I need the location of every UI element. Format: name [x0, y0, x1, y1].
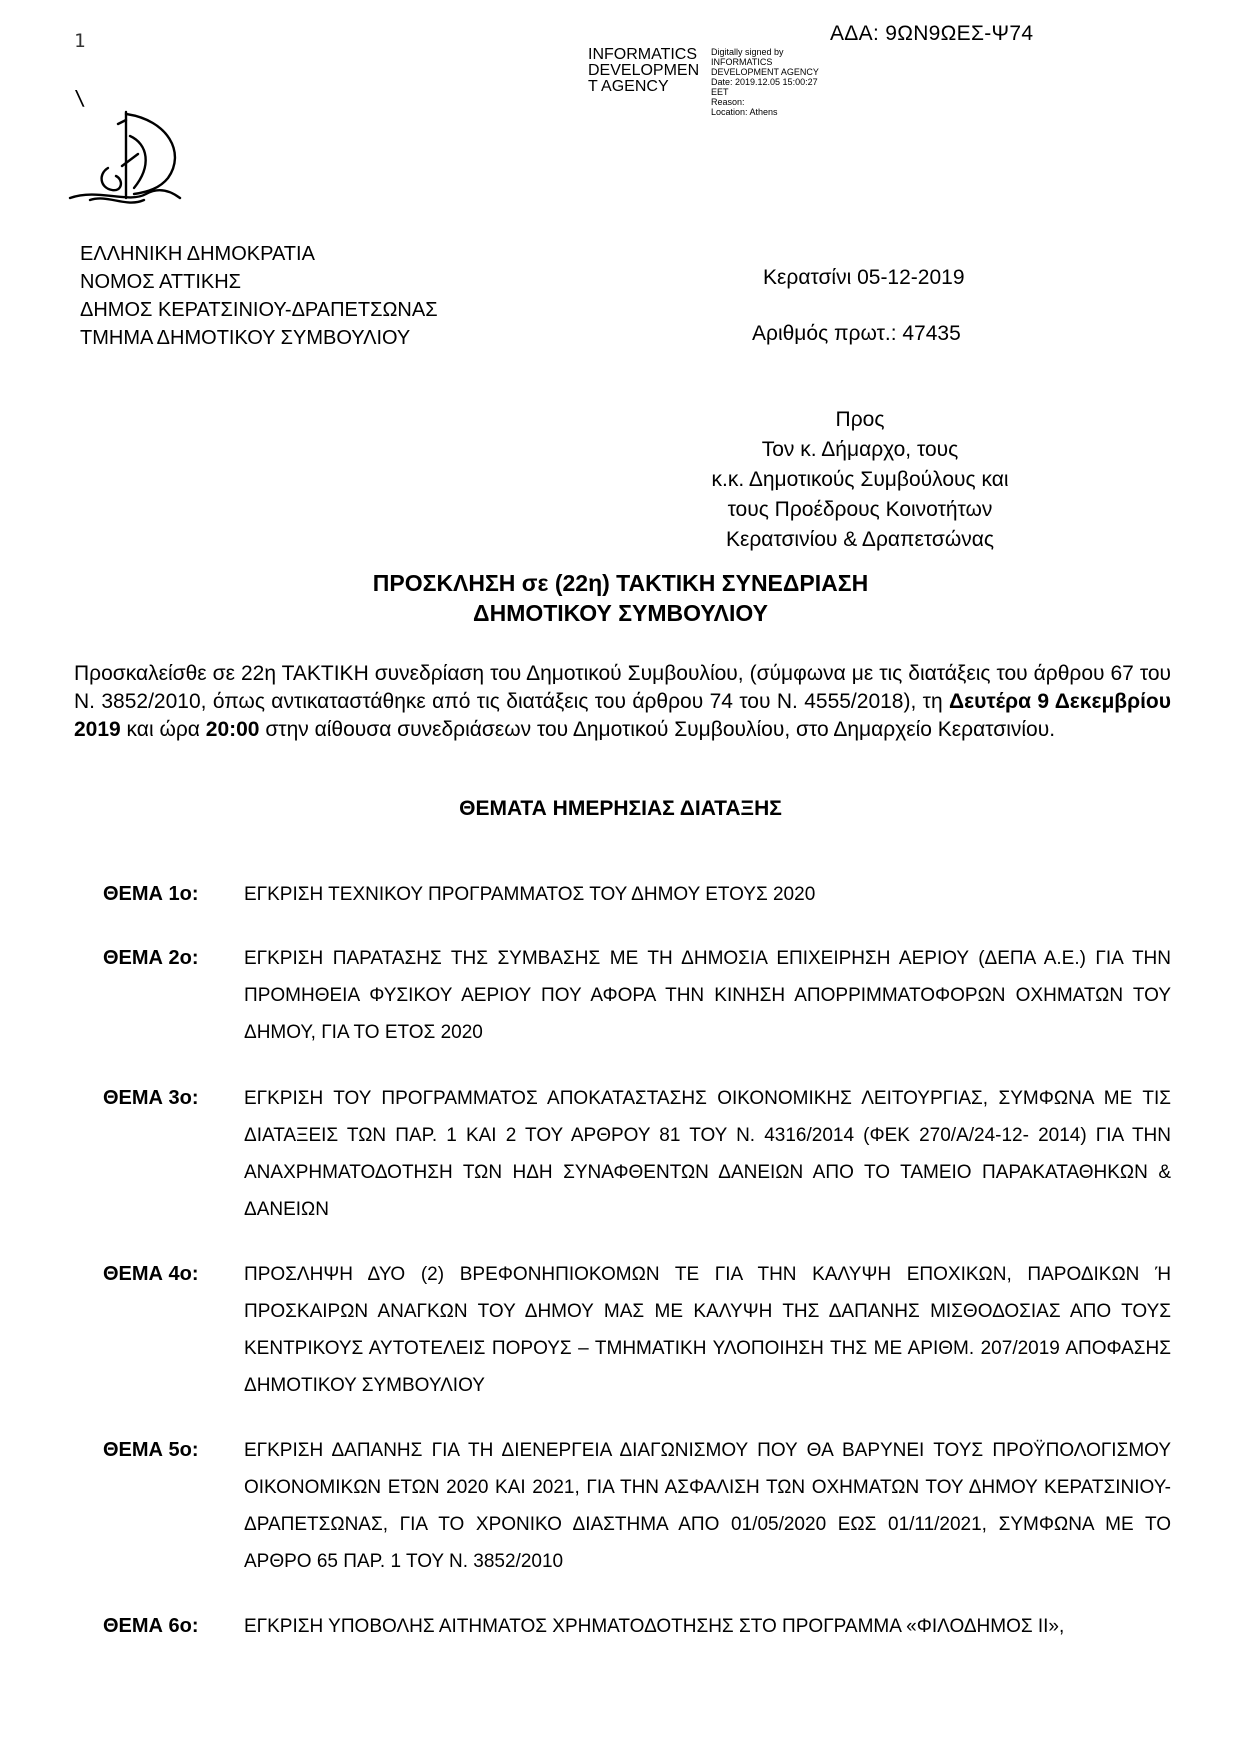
- signer-line: T AGENCY: [588, 78, 669, 95]
- agenda-item-label: ΘΕΜΑ 4ο:: [103, 1263, 199, 1285]
- issuer-line: ΤΜΗΜΑ ΔΗΜΟΤΙΚΟΥ ΣΥΜΒΟΥΛΙΟΥ: [80, 327, 411, 349]
- title-line: ΔΗΜΟΤΙΚΟΥ ΣΥΜΒΟΥΛΙΟΥ: [473, 600, 768, 626]
- sailing-ship-logo-icon: [68, 108, 198, 213]
- recipient-line: τους Προέδρους Κοινοτήτων: [727, 498, 993, 521]
- recipient-line: Κερατσινίου & Δραπετσώνας: [725, 528, 994, 551]
- agenda-item-label: ΘΕΜΑ 1ο:: [103, 883, 199, 905]
- agenda-item-text: ΠΡΟΣΛΗΨΗ ΔΥΟ (2) ΒΡΕΦΟΝΗΠΙΟΚΟΜΩΝ ΤΕ ΓΙΑ ΤΗΝ ΚΑΛΥΨΗ ΕΠΟΧΙΚΩΝ, ΠΑΡΟΔΙΚΩΝ Ή ΠΡΟΣΚΑΙΡΩΝ ΑΝΑΓΚΩΝ ΤΟΥ ΔΗΜΟΥ ΜΑΣ ΜΕ ΚΑΛΥΨΗ ΤΗΣ ΔΑΠΑΝΗΣ ΜΙΣΘΟΔΟΣΙΑΣ ΑΠΟ ΤΟΥΣ ΚΕΝΤΡΙΚΟΥΣ ΑΥΤΟΤΕΛΕΙΣ ΠΟΡΟΥΣ – ΤΜΗΜΑΤΙΚΗ ΥΛΟΠΟΙΗΣΗ ΤΗΣ ΜΕ ΑΡΙΘΜ. 207/2019 ΑΠΟΦΑΣΗΣ ΔΗΜΟΤΙΚΟΥ ΣΥΜΒΟΥΛΙΟΥ: [244, 1264, 1171, 1396]
- meeting-date: Δευτέρα 9 Δεκεμβρίου 2019: [74, 690, 1171, 741]
- issuer-header: [80, 240, 438, 352]
- meeting-time: 20:00: [205, 718, 260, 741]
- agenda-item-text: ΕΓΚΡΙΣΗ ΠΑΡΑΤΑΣΗΣ ΤΗΣ ΣΥΜΒΑΣΗΣ ΜΕ ΤΗ ΔΗΜΟΣΙΑ ΕΠΙΧΕΙΡΗΣΗ ΑΕΡΙΟΥ (ΔΕΠΑ Α.Ε.) ΓΙΑ ΤΗΝ ΠΡΟΜΗΘΕΙΑ ΦΥΣΙΚΟΥ ΑΕΡΙΟΥ ΠΟΥ ΑΦΟΡΑ ΤΗΝ ΚΙΝΗΣΗ ΑΠΟΡΡΙΜΜΑΤΟΦΟΡΩΝ ΟΧΗΜΑΤΩΝ ΤΟΥ ΔΗΜΟΥ, ΓΙΑ ΤΟ ΕΤΟΣ 2020: [244, 948, 1171, 1043]
- issuer-line: ΝΟΜΟΣ ΑΤΤΙΚΗΣ: [80, 271, 242, 293]
- agenda-item-text: ΕΓΚΡΙΣΗ ΤΟΥ ΠΡΟΓΡΑΜΜΑΤΟΣ ΑΠΟΚΑΤΑΣΤΑΣΗΣ ΟΙΚΟΝΟΜΙΚΗΣ ΛΕΙΤΟΥΡΓΙΑΣ, ΣΥΜΦΩΝΑ ΜΕ ΤΙΣ ΔΙΑΤΑΞΕΙΣ ΤΩΝ ΠΑΡ. 1 ΚΑΙ 2 ΤΟΥ ΑΡΘΡΟΥ 81 ΤΟΥ Ν. 4316/2014 (ΦΕΚ 270/Α/24-12- 2014) ΓΙΑ ΤΗΝ ΑΝΑΧΡΗΜΑΤΟΔΟΤΗΣΗ ΤΩΝ ΗΔΗ ΣΥΝΑΦΘΕΝΤΩΝ ΔΑΝΕΙΩΝ ΑΠΟ ΤΟ ΤΑΜΕΙΟ ΠΑΡΑΚΑΤΑΘΗΚΩΝ & ΔΑΝΕΙΩΝ: [244, 1088, 1171, 1220]
- ada-code: ΑΔΑ: 9ΩΝ9ΩΕΣ-Ψ74: [830, 22, 1034, 45]
- signer-line: DEVELOPMEN: [588, 62, 700, 79]
- page-number: 1: [74, 30, 86, 52]
- intro-text: Προσκαλείσθε σε 22η ΤΑΚΤΙΚΗ συνεδρίαση του Δημοτικού Συμβουλίου, (σύμφωνα με τις διατάξεις του άρθρου 67 του Ν. 3852/2010, όπως αντικαταστάθηκε από τις διατάξεις του άρθρου 74 του Ν. 4555/2018), τη: [74, 662, 1171, 713]
- stray-mark: \: [74, 86, 87, 110]
- recipient-line: κ.κ. Δημοτικούς Συμβούλους και: [711, 468, 1009, 491]
- agenda-item-text: ΕΓΚΡΙΣΗ ΥΠΟΒΟΛΗΣ ΑΙΤΗΜΑΤΟΣ ΧΡΗΜΑΤΟΔΟΤΗΣΗΣ ΣΤΟ ΠΡΟΓΡΑΜΜΑ «ΦΙΛΟΔΗΜΟΣ ΙΙ»,: [244, 1616, 1065, 1637]
- intro-text: στην αίθουσα συνεδριάσεων του Δημοτικού Συμβουλίου, στο Δημαρχείο Κερατσινίου.: [259, 718, 1056, 741]
- intro-text: και ώρα: [120, 718, 206, 741]
- agenda-item-label: ΘΕΜΑ 2ο:: [103, 947, 199, 969]
- document-date: Κερατσίνι 05-12-2019: [763, 266, 965, 289]
- issuer-line: ΔΗΜΟΣ ΚΕΡΑΤΣΙΝΙΟΥ-ΔΡΑΠΕΤΣΩΝΑΣ: [80, 299, 438, 321]
- agenda-item-label: ΘΕΜΑ 5ο:: [103, 1439, 199, 1461]
- recipient-line: Προς: [835, 408, 885, 431]
- signature-detail-line: EET: [711, 87, 729, 97]
- digital-signature-signer: [588, 47, 708, 95]
- protocol-number: Αριθμός πρωτ.: 47435: [752, 322, 961, 345]
- agenda-item-label: ΘΕΜΑ 6ο:: [103, 1615, 199, 1637]
- recipient-line: Τον κ. Δήμαρχο, τους: [761, 438, 959, 461]
- agenda-item-label: ΘΕΜΑ 3ο:: [103, 1087, 199, 1109]
- signature-detail-line: Date: 2019.12.05 15:00:27: [711, 77, 818, 87]
- recipients-block: [690, 405, 1030, 555]
- signature-detail-line: DEVELOPMENT AGENCY: [711, 67, 819, 77]
- signature-detail-line: Reason:: [711, 97, 745, 107]
- agenda-item-text: ΕΓΚΡΙΣΗ ΤΕΧΝΙΚΟΥ ΠΡΟΓΡΑΜΜΑΤΟΣ ΤΟΥ ΔΗΜΟΥ ΕΤΟΥΣ 2020: [244, 884, 816, 905]
- digital-signature-details: [711, 47, 819, 117]
- signature-detail-line: Digitally signed by: [711, 47, 784, 57]
- signature-detail-line: INFORMATICS: [711, 57, 773, 67]
- agenda-item-text: ΕΓΚΡΙΣΗ ΔΑΠΑΝΗΣ ΓΙΑ ΤΗ ΔΙΕΝΕΡΓΕΙΑ ΔΙΑΓΩΝΙΣΜΟΥ ΠΟΥ ΘΑ ΒΑΡΥΝΕΙ ΤΟΥΣ ΠΡΟΫΠΟΛΟΓΙΣΜΟΥ ΟΙΚΟΝΟΜΙΚΩΝ ΕΤΩΝ 2020 ΚΑΙ 2021, ΓΙΑ ΤΗΝ ΑΣΦΑΛΙΣΗ ΤΩΝ ΟΧΗΜΑΤΩΝ ΤΟΥ ΔΗΜΟΥ ΚΕΡΑΤΣΙΝΙΟΥ-ΔΡΑΠΕΤΣΩΝΑΣ, ΓΙΑ ΤΟ ΧΡΟΝΙΚΟ ΔΙΑΣΤΗΜΑ ΑΠΟ 01/05/2020 ΕΩΣ 01/11/2021, ΣΥΜΦΩΝΑ ΜΕ ΤΟ ΑΡΘΡΟ 65 ΠΑΡ. 1 ΤΟΥ Ν. 3852/2010: [244, 1440, 1171, 1572]
- invitation-paragraph: [74, 660, 1171, 744]
- title-line: ΠΡΟΣΚΛΗΣΗ σε (22η) ΤΑΚΤΙΚΗ ΣΥΝΕΔΡΙΑΣΗ: [372, 570, 869, 596]
- document-title: [0, 568, 1241, 628]
- signature-detail-line: Location: Athens: [711, 107, 778, 117]
- issuer-line: ΕΛΛΗΝΙΚΗ ΔΗΜΟΚΡΑΤΙΑ: [80, 243, 315, 265]
- agenda-heading: ΘΕΜΑΤΑ ΗΜΕΡΗΣΙΑΣ ΔΙΑΤΑΞΗΣ: [459, 797, 782, 820]
- signer-line: INFORMATICS: [588, 46, 698, 63]
